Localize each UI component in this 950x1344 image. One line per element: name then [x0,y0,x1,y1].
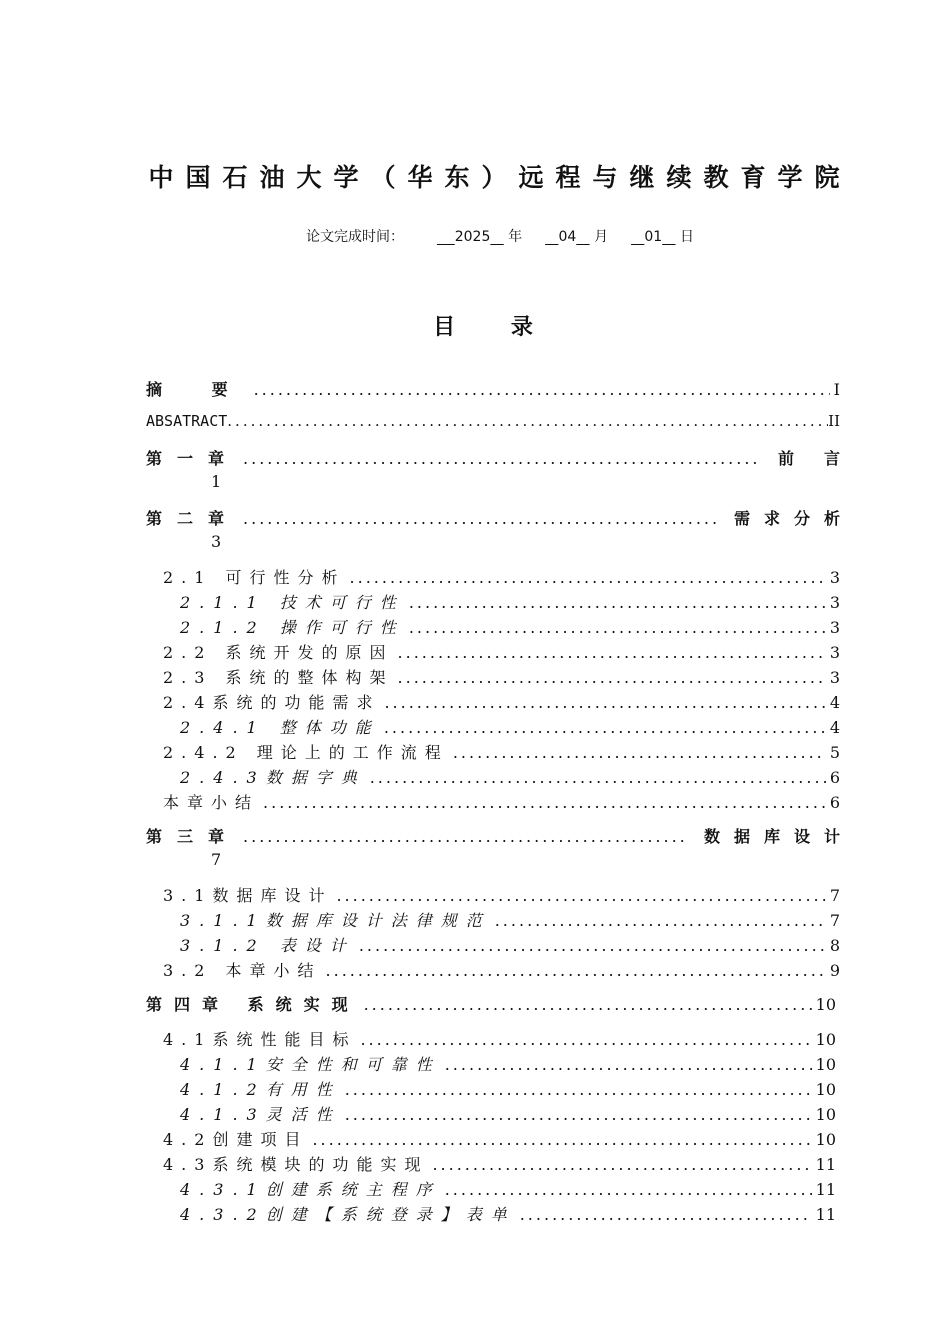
toc-entry-ch4[interactable]: 第四章 系统实现 ..... 10 [146,992,836,1015]
toc-entry-2-4-1[interactable]: 2.4.1 整体功能 ..... 4 [180,715,840,738]
toc-entry-4-2[interactable]: 4.2创建项目 ..... 10 [163,1127,836,1150]
toc-page-ch1: 1 [211,472,222,491]
year-unit: 年 [508,229,523,245]
toc-entry-2-1[interactable]: 2.1 可行性分析 ..... 3 [163,565,840,588]
toc-entry-abstract[interactable]: 摘 要 ..... I [146,377,840,400]
toc-entry-2-4-3[interactable]: 2.4.3数据字典 ..... 6 [180,765,840,788]
toc-entry-3-1-1[interactable]: 3.1.1数据库设计法律规范 ..... 7 [180,908,840,931]
date-label: 论文完成时间： [306,229,404,245]
toc-entry-2-3[interactable]: 2.3 系统的整体构架 ..... 3 [163,665,840,688]
toc-entry-3-1-2[interactable]: 3.1.2 表设计 ..... 8 [180,933,840,956]
toc-entry-4-3-1[interactable]: 4.3.1创建系统主程序 ..... 11 [180,1177,836,1200]
month-unit: 月 [594,229,609,245]
toc-entry-ch2[interactable]: 第二章 ..... 需求分析 [146,506,840,529]
year-value: 2025 [454,229,491,245]
school-title: 中国石油大学（华东）远程与继续教育学院 [148,163,852,192]
toc-title: 目 录 [433,315,557,340]
toc-entry-4-3-2[interactable]: 4.3.2创建【系统登录】表单 ..... 11 [180,1202,836,1225]
toc-entry-3-2[interactable]: 3.2 本章小结 ..... 9 [163,958,840,981]
month-value: 04 [558,229,577,245]
day-value: 01 [644,229,663,245]
toc-entry-2-4[interactable]: 2.4系统的功能需求 ..... 4 [163,690,840,713]
toc-entry-4-1-2[interactable]: 4.1.2有用性 ..... 10 [180,1077,836,1100]
toc-entry-4-1-1[interactable]: 4.1.1安全性和可靠性 ..... 10 [180,1052,836,1075]
toc-entry-2-2[interactable]: 2.2 系统开发的原因 ..... 3 [163,640,840,663]
toc-entry-2-4-2[interactable]: 2.4.2 理论上的工作流程 ..... 5 [163,740,840,763]
toc-entry-ch3[interactable]: 第三章 ..... 数据库设计 [146,824,840,847]
toc-entry-2-1-1[interactable]: 2.1.1 技术可行性 ..... 3 [180,590,840,613]
toc-entry-ch1[interactable]: 第一章 ..... 前言 [146,446,840,469]
toc-page-ch2: 3 [211,532,222,551]
toc-entry-3-1[interactable]: 3.1数据库设计 ..... 7 [163,883,840,906]
toc-entry-2-1-2[interactable]: 2.1.2 操作可行性 ..... 3 [180,615,840,638]
toc-entry-4-3[interactable]: 4.3系统模块的功能实现 ..... 11 [163,1152,836,1175]
toc-page-ch3: 7 [211,850,222,869]
completion-date [306,226,694,246]
day-unit: 日 [679,229,694,245]
toc-entry-2-summary[interactable]: 本章小结 ..... 6 [163,790,840,813]
toc-entry-abstract-en[interactable]: ABSATRACT ..... II [146,412,840,430]
toc-entry-4-1[interactable]: 4.1系统性能目标 ..... 10 [163,1027,836,1050]
toc-entry-4-1-3[interactable]: 4.1.3灵活性 ..... 10 [180,1102,836,1125]
